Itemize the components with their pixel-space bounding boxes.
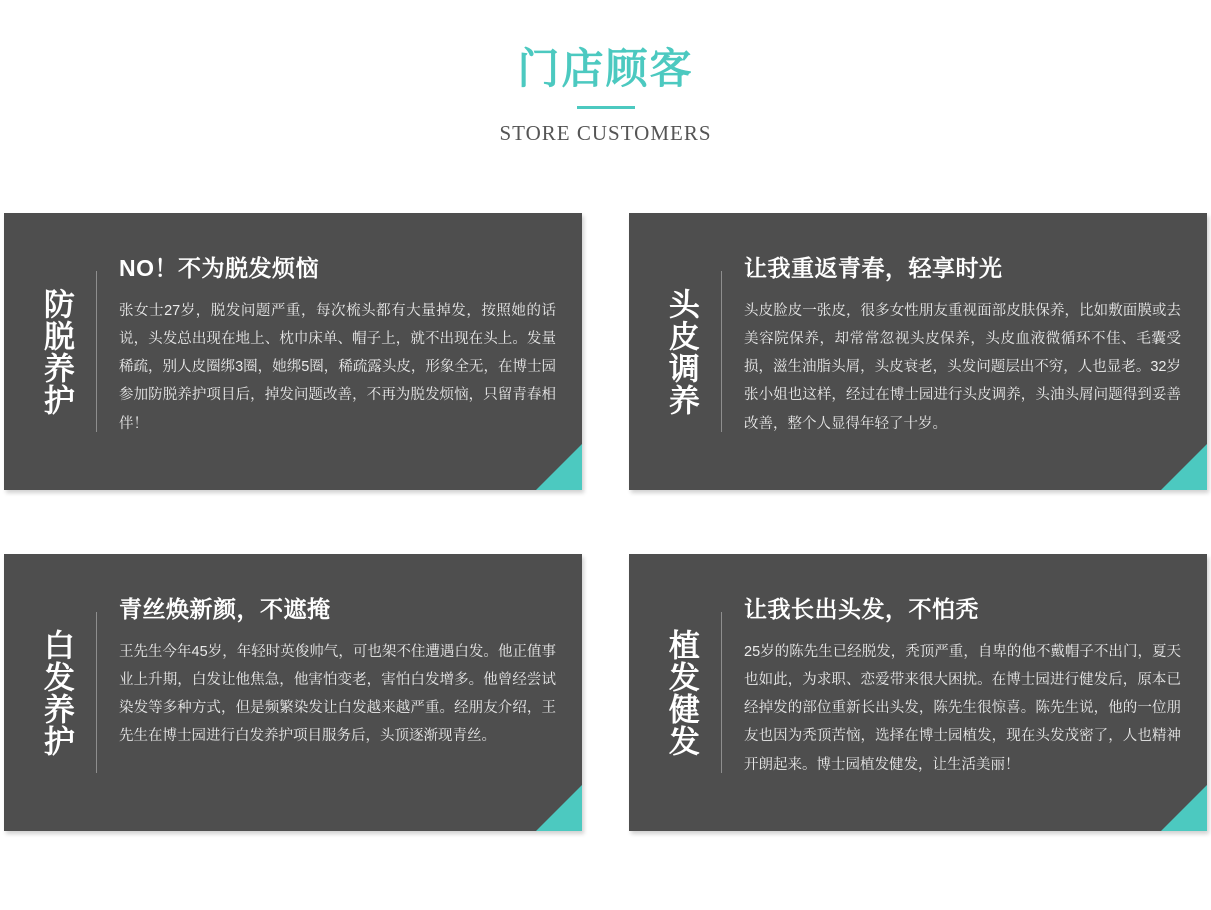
card-description: 25岁的陈先生已经脱发，秃顶严重，自卑的他不戴帽子不出门，夏天也如此，为求职、恋爱带来很大困扰。在博士园进行健发后，原本已经掉发的部位重新长出头发，陈先生很惊喜。陈先生说，他的一位朋友也因为秃顶苦恼，选择在博士园植发，现在头发茂密了，人也精神开朗起来。博士园植发健发，让生活美丽！ — [744, 643, 1181, 773]
card-category-label — [629, 554, 721, 831]
customer-card[interactable] — [629, 554, 1207, 831]
cards-row-2 — [0, 554, 1211, 831]
card-body — [97, 554, 582, 831]
card-category-label — [4, 554, 96, 831]
corner-accent-triangle — [536, 785, 582, 831]
card-title: 让我长出头发，不怕秃 — [744, 596, 979, 622]
page-subtitle: STORE CUSTOMERS — [499, 121, 712, 146]
corner-accent-triangle — [1161, 444, 1207, 490]
card-category-text: 头皮调养 — [663, 287, 699, 416]
card-title: 青丝焕新颜，不遮掩 — [119, 596, 331, 622]
customer-card[interactable] — [4, 213, 582, 490]
customer-card[interactable] — [4, 554, 582, 831]
title-underline-divider — [577, 106, 635, 109]
card-body — [722, 554, 1207, 831]
card-category-text: 白发养护 — [38, 628, 74, 757]
card-description: 王先生今年45岁，年轻时英俊帅气，可也架不住遭遇白发。他正值事业上升期，白发让他焦急，他害怕变老，害怕白发增多。他曾经尝试染发等多种方式，但是频繁染发让白发越来越严重。经朋友介绍，王先生在博士园进行白发养护项目服务后，头顶逐渐现青丝。 — [119, 643, 556, 745]
card-category-text: 防脱养护 — [38, 287, 74, 416]
customer-cards-grid — [0, 213, 1211, 831]
card-description: 头皮脸皮一张皮，很多女性朋友重视面部皮肤保养，比如敷面膜或去美容院保养，却常常忽视头皮保养，头皮血液微循环不佳、毛囊受损，滋生油脂头屑，头皮衰老，头发问题层出不穷，人也显老。32岁张小姐也这样，经过在博士园进行头皮调养，头油头屑问题得到妥善改善，整个人显得年轻了十岁。 — [744, 302, 1181, 432]
card-body — [97, 213, 582, 490]
cards-row-1 — [0, 213, 1211, 490]
card-category-label — [629, 213, 721, 490]
card-title: 让我重返青春，轻享时光 — [744, 255, 1003, 281]
card-category-label — [4, 213, 96, 490]
card-title: NO！不为脱发烦恼 — [119, 255, 319, 281]
corner-accent-triangle — [1161, 785, 1207, 831]
corner-accent-triangle — [536, 444, 582, 490]
card-description: 张女士27岁，脱发问题严重，每次梳头都有大量掉发，按照她的话说，头发总出现在地上、枕巾床单、帽子上，就不出现在头上。发量稀疏，别人皮圈绑3圈，她绑5圈，稀疏露头皮，形象全无，在博士园参加防脱养护项目后，掉发问题改善，不再为脱发烦恼，只留青春相伴！ — [119, 302, 556, 432]
page-header — [0, 0, 1211, 146]
card-category-text: 植发健发 — [663, 628, 699, 757]
page-title: 门店顾客 — [517, 45, 694, 92]
card-body — [722, 213, 1207, 490]
customer-card[interactable] — [629, 213, 1207, 490]
